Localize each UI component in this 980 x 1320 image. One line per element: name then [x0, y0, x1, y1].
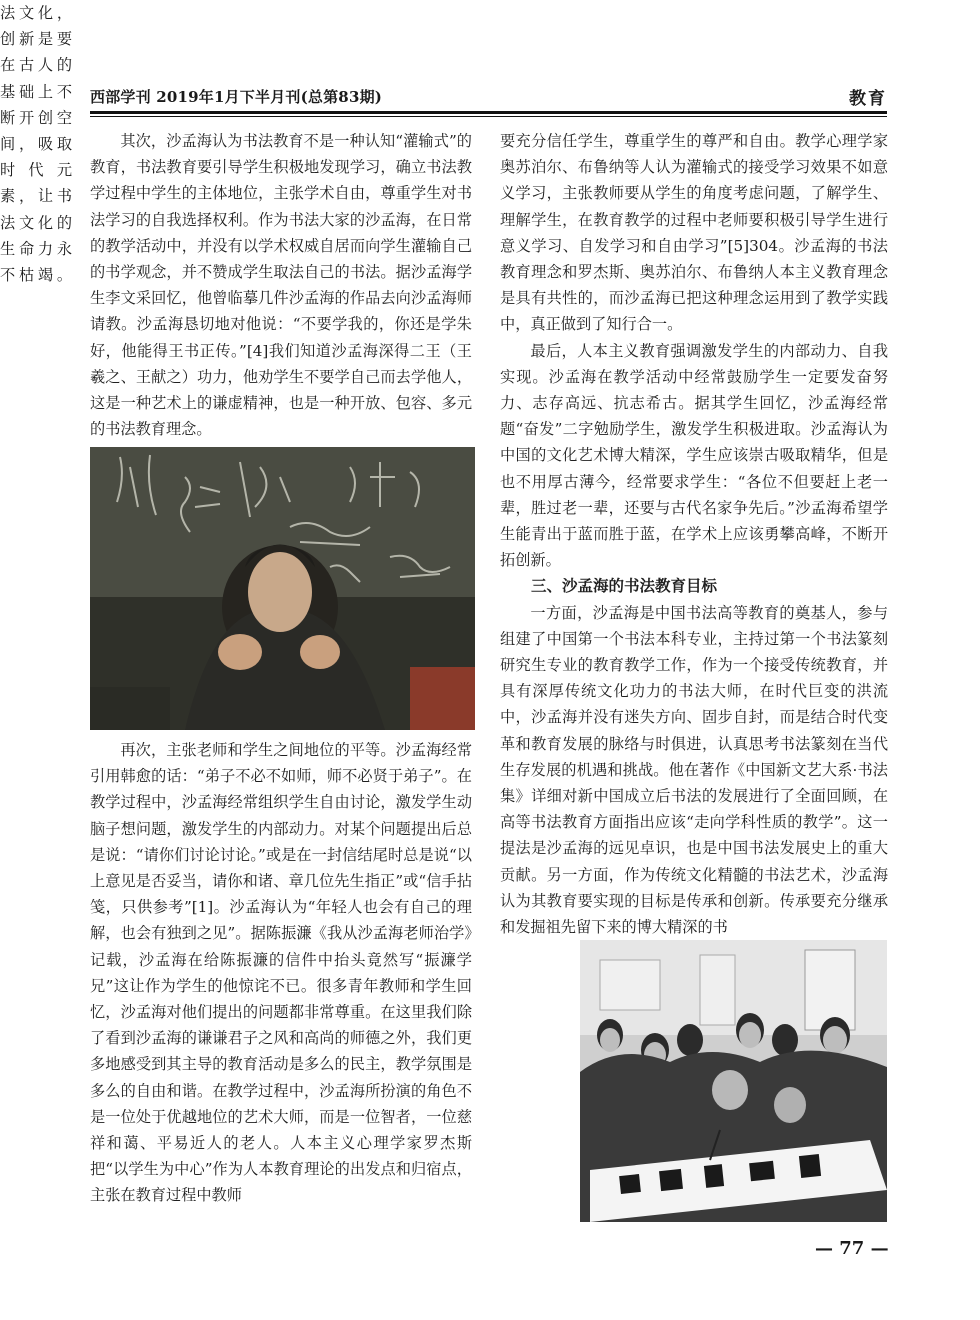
- journal-title: 西部学刊 2019年1月下半月刊(总第83期): [90, 88, 383, 106]
- left-column-top: [90, 128, 472, 442]
- section-heading: 三、沙孟海的书法教育目标: [531, 577, 718, 596]
- text-line: 创新是要: [0, 30, 72, 49]
- header-rule: [90, 111, 887, 114]
- paragraph: 最后，人本主义教育强调激发学生的内部动力、自我实现。沙孟海在教学活动中经常鼓励学生一定要发奋努力、志存高远、抗志希古。据其学生回忆，沙孟海经常题“奋发”二字勉励学生，激发学生积极进取。沙孟海认为中国的文化艺术博大精深，学生应该崇古吸取精华，但是也不用厚古薄今，经常要求学生：“各位不但要赶上老一辈，胜过老一辈，还要与古代名家争先后。”沙孟海希望学生能青出于蓝而胜于蓝，在学术上应该勇攀高峰，不断开拓创新。: [500, 341, 888, 570]
- paragraph: 一方面，沙孟海是中国书法高等教育的奠基人，参与组建了中国第一个书法本科专业，主持过第一个书法篆刻研究生专业的教育教学工作，作为一个接受传统教育，并具有深厚传统文化功力的书法大师，在时代巨变的洪流中，沙孟海并没有迷失方向、固步自封，而是结合时代变革和教育发展的脉络与时俱进，认真思考书法篆刻在当代生存发展的机遇和挑战。他在著作《中国新文艺大系·书法集》详细对新中国成立后书法的发展进行了全面回顾，在高等书法教育方面指出应该“走向学科性质的教学”。这一提法是沙孟海的远见卓识，也是中国书法发展史上的重大贡献。另一方面，作为传统文化精髓的书法艺术，沙孟海认为其教育要实现的目标是传承和创新。传承要充分继承和发掘祖先留下来的博大精深的书: [500, 603, 888, 937]
- running-header: [90, 84, 887, 108]
- classroom-photo: [90, 447, 475, 730]
- right-column: [500, 128, 888, 940]
- text-line: 基础上不: [0, 82, 72, 101]
- header-rule-thin: [90, 116, 887, 117]
- wrapped-text-beside-photo: [0, 0, 72, 288]
- calligraphy-group-photo: [580, 940, 887, 1222]
- text-line: 法文化，: [0, 4, 72, 22]
- text-line: 在古人的: [0, 56, 72, 75]
- paragraph: 再次，主张老师和学生之间地位的平等。沙孟海经常引用韩愈的话：“弟子不必不如师，师不必贤于弟子”。在教学过程中，沙孟海经常组织学生自由讨论，激发学生动脑子想问题，激发学生的内部动力。对某个问题提出后总是说：“请你们讨论讨论。”或是在一封信结尾时总是说“以上意见是否妥当，请你和诸、章几位先生指正”或“信手拈笺，只供参考”[1]。沙孟海认为“年轻人也会有自己的理解，也会有独到之见”。据陈振濂《我从沙孟海老师治学》记载，沙孟海在给陈振濂的信件中抬头竟然写“振濂学兄”这让作为学生的他惊诧不已。很多青年教师和学生回忆，沙孟海对他们提出的问题都非常尊重。在这里我们除了看到沙孟海的谦谦君子之风和高尚的师德之外，我们更多地感受到其主导的教育活动是多么的民主，教学氛围是多么的自由和谐。在教学过程中，沙孟海所扮演的角色不是一位处于优越地位的艺术大师，而是一位智者，一位慈祥和蔼、平易近人的老人。人本主义心理学家罗杰斯把“以学生为中心”作为人本教育理论的出发点和归宿点，主张在教育过程中教师: [90, 741, 472, 1205]
- left-column-bottom: [90, 737, 472, 1209]
- page-number: — 77 —: [815, 1238, 889, 1259]
- text-line: 生命力永: [0, 239, 72, 258]
- text-line: 断开创空: [0, 108, 72, 127]
- text-line: 间，吸取: [0, 135, 72, 154]
- text-line: 时代元: [0, 161, 72, 180]
- text-line: 素，让书: [0, 187, 72, 206]
- paragraph: 要充分信任学生，尊重学生的尊严和自由。教学心理学家奥苏泊尔、布鲁纳等人认为灌输式的接受学习效果不如意义学习，主张教师要从学生的角度考虑问题，了解学生、理解学生，在教育教学的过程中老师要积极引导学生进行意义学习、自发学习和自由学习”[5]304。沙孟海的书法教育理念和罗杰斯、奥苏泊尔、布鲁纳人本主义教育理念是具有共性的，而沙孟海已把这种理念运用到了教学实践中，真正做到了知行合一。: [500, 132, 888, 334]
- text-line: 法文化的: [0, 213, 72, 232]
- paragraph: 其次，沙孟海认为书法教育不是一种认知“灌输式”的教育，书法教育要引导学生积极地发现学习，确立书法教学过程中学生的主体地位，主张学术自由，尊重学生对书法学习的自我选择权利。作为书法大家的沙孟海，在日常的教学活动中，并没有以学术权威自居而向学生灌输自己的书学观念，并不赞成学生取法自己的书法。据沙孟海学生李文采回忆，他曾临摹几件沙孟海的作品去向沙孟海师请教。沙孟海恳切地对他说：“不要学我的，你还是学朱好，他能得王书正传。”[4]我们知道沙孟海深得二王（王羲之、王献之）功力，他劝学生不要学自己而去学他人，这是一种艺术上的谦虚精神，也是一种开放、包容、多元的书法教育理念。: [90, 132, 472, 439]
- text-line: 不枯竭。: [0, 266, 72, 285]
- section-label: 教育: [849, 89, 887, 109]
